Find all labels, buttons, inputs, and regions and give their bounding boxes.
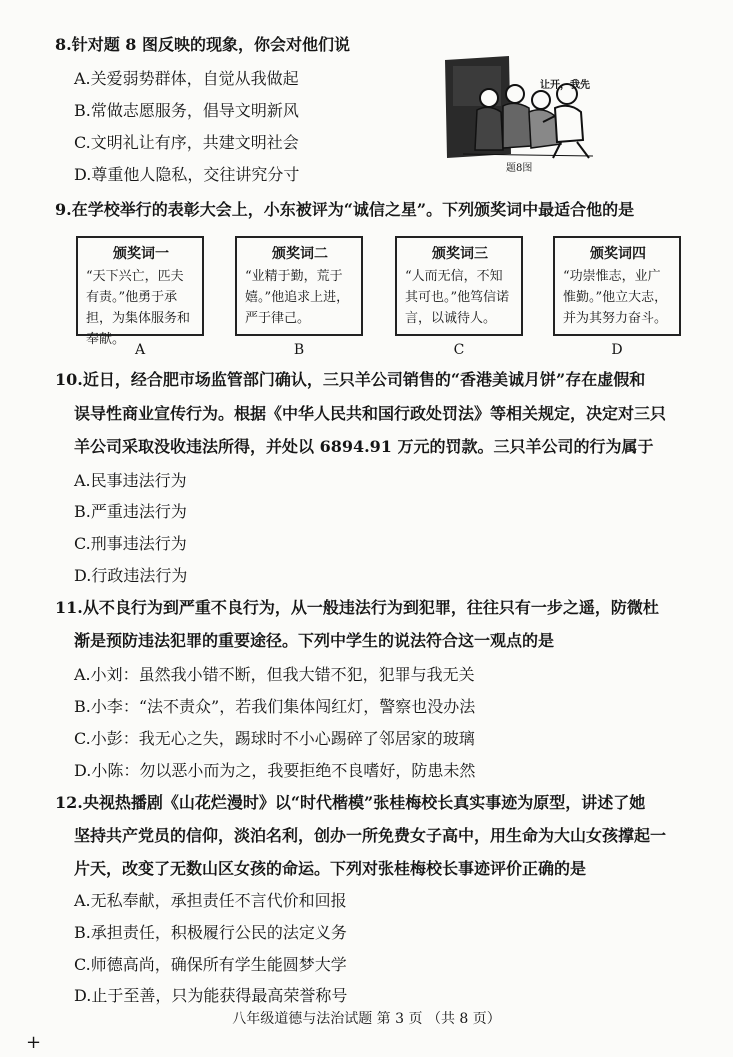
award-title: 颁奖词一 — [113, 246, 169, 262]
q11-option-c: C.小彭：我无心之失，踢球时不小心踢碎了邻居家的玻璃 — [74, 729, 475, 748]
q12-option-c: C.师德高尚，确保所有学生能圆梦大学 — [74, 955, 347, 974]
q12-option-b: B.承担责任，积极履行公民的法定义务 — [74, 923, 347, 942]
q9-option-letter-c: C — [453, 342, 465, 358]
award-text: “功崇惟志，业广惟勤。”他立大志，并为其努力奋斗。 — [563, 269, 668, 326]
q10-option-a: A.民事违法行为 — [74, 471, 187, 490]
q11-option-d: D.小陈：勿以恶小而为之，我要拒绝不良嗜好，防患未然 — [74, 761, 476, 780]
q9-stem: 9.在学校举行的表彰大会上，小东被评为“诚信之星”。下列颁奖词中最适合他的是 — [55, 200, 635, 219]
q9-award-box-a — [76, 236, 204, 347]
q8-figure-caption: 题8图 — [506, 163, 533, 174]
q12-stem-line-3: 片天，改变了无数山区女孩的命运。下列对张桂梅校长事迹评价正确的是 — [74, 859, 587, 878]
q10-stem-line-3: 羊公司采取没收违法所得，并处以 6894.91 万元的罚款。三只羊公司的行为属于 — [74, 437, 654, 456]
q11-option-a: A.小刘：虽然我小错不断，但我大错不犯，犯罪与我无关 — [74, 665, 475, 684]
q12-option-a: A.无私奉献，承担责任不言代价和回报 — [74, 891, 347, 910]
q11-stem-line-1: 11.从不良行为到严重不良行为，从一般违法行为到犯罪，往往只有一步之遥，防微杜 — [55, 598, 659, 617]
q9-option-letter-d: D — [611, 342, 623, 358]
q10-option-c: C.刑事违法行为 — [74, 534, 187, 553]
q9-award-box-d — [553, 236, 681, 336]
q8-stem: 8.针对题 8 图反映的现象，你会对他们说 — [55, 35, 350, 54]
q10-stem-line-1: 10.近日，经合肥市场监管部门确认，三只羊公司销售的“香港美诚月饼”存在虚假和 — [55, 370, 646, 389]
q12-option-d: D.止于至善，只为能获得最高荣誉称号 — [74, 986, 348, 1005]
award-text: “天下兴亡，匹夫有责。”他勇于承担，为集体服务和奉献。 — [86, 269, 191, 347]
q11-option-b: B.小李：“法不责众”，若我们集体闯红灯，警察也没办法 — [74, 697, 476, 716]
q8-option-c: C.文明礼让有序，共建文明社会 — [74, 133, 299, 152]
q9-award-box-b — [235, 236, 363, 336]
q10-option-d: D.行政违法行为 — [74, 566, 188, 585]
q8-option-a: A.关爱弱势群体，自觉从我做起 — [74, 69, 299, 88]
award-title: 颁奖词二 — [272, 246, 328, 262]
award-text: “业精于勤，荒于嬉。”他追求上进，严于律己。 — [245, 269, 350, 326]
award-title: 颁奖词三 — [432, 246, 488, 262]
q8-option-b: B.常做志愿服务，倡导文明新风 — [74, 101, 299, 120]
q9-option-letter-b: B — [293, 342, 305, 358]
q8-speech-bubble: 让开，我先 — [540, 80, 590, 91]
q9-option-letter-a: A — [134, 342, 146, 358]
page-footer: 八年级道德与法治试题 第 3 页 （共 8 页） — [232, 1011, 501, 1027]
q11-stem-line-2: 渐是预防违法犯罪的重要途径。下列中学生的说法符合这一观点的是 — [74, 631, 555, 650]
registration-mark: + — [26, 1032, 42, 1053]
q8-cartoon-illustration — [443, 54, 601, 162]
award-text: “人而无信，不知其可也。”他笃信诺言，以诚待人。 — [405, 269, 510, 326]
q9-award-box-c — [395, 236, 523, 336]
award-title: 颁奖词四 — [590, 246, 646, 262]
q10-option-b: B.严重违法行为 — [74, 502, 187, 521]
q10-stem-line-2: 误导性商业宣传行为。根据《中华人民共和国行政处罚法》等相关规定，决定对三只 — [74, 404, 667, 423]
q8-option-d: D.尊重他人隐私，交往讲究分寸 — [74, 165, 300, 184]
q12-stem-line-1: 12.央视热播剧《山花烂漫时》以“时代楷模”张桂梅校长真实事迹为原型，讲述了她 — [55, 793, 646, 812]
q12-stem-line-2: 坚持共产党员的信仰，淡泊名利，创办一所免费女子高中，用生命为大山女孩撑起一 — [74, 826, 667, 845]
